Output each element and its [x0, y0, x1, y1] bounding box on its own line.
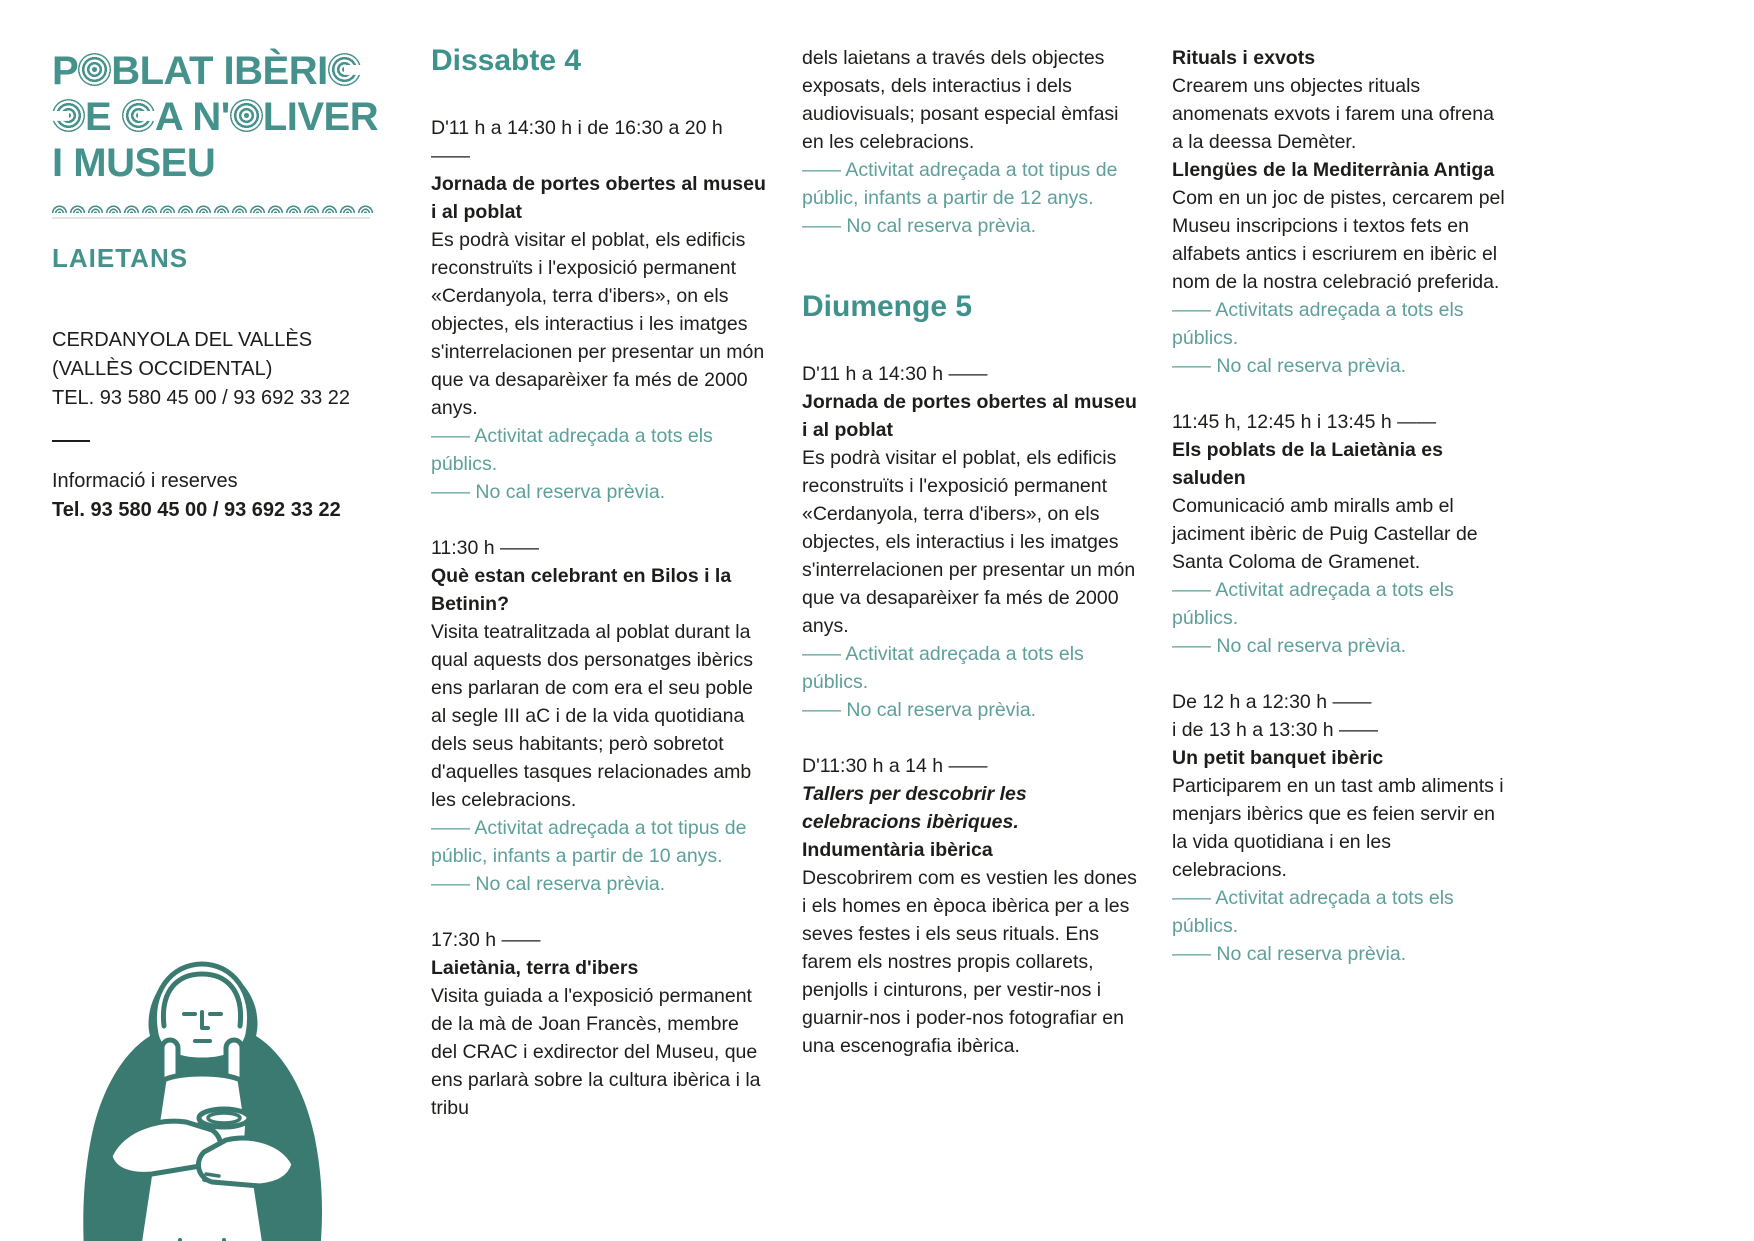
event-entry: [431, 926, 767, 1122]
spiral-letter-d-icon: [52, 99, 85, 132]
workshop-description: Crearem uns objectes rituals anomenats exvots i farem una ofrena a la deessa Demèter.: [1172, 75, 1494, 153]
arch-ornament-icon: [322, 204, 337, 213]
workshops-column: [1172, 44, 1506, 996]
arch-ornament-icon: [358, 204, 373, 213]
event-note: —— No cal reserva prèvia.: [431, 481, 666, 503]
event-description: Descobrirem com es vestien les dones i els homes en època ibèrica per a les seves festes i els seus rituals. Ens farem els nostres propis collarets, penjolls i cinturons, per vestir-nos i guarnir-nos i poder-nos fotografiar en una escenografia ibèrica.: [802, 867, 1137, 1057]
event-title: Indumentària ibèrica: [802, 839, 993, 861]
brand-panel: [52, 44, 382, 525]
event-note: —— No cal reserva prèvia.: [431, 873, 666, 895]
event-note: —— No cal reserva prèvia.: [802, 699, 1037, 721]
logo-title-line: P BLAT IBÈRI: [52, 48, 382, 94]
event-time: 17:30 h ——: [431, 929, 541, 951]
day-heading-sunday: Diumenge 5: [802, 290, 973, 323]
event-title: Un petit banquet ibèric: [1172, 747, 1384, 769]
event-title: Jornada de portes obertes al museu i al poblat: [431, 173, 766, 223]
arch-ornament-icon: [250, 204, 265, 213]
spiral-letter-c-icon: [328, 53, 361, 86]
event-note: —— No cal reserva prèvia.: [802, 215, 1037, 237]
event-entry: [802, 752, 1138, 1060]
workshop-title: Rituals i exvots: [1172, 47, 1316, 69]
event-note: —— Activitat adreçada a tots els públics.: [431, 425, 713, 475]
event-note: —— Activitat adreçada a tots els públics.: [1172, 887, 1454, 937]
arch-ornament-icon: [124, 204, 139, 213]
event-note: —— Activitats adreçada a tots els públics.: [1172, 299, 1464, 349]
event-entry: [1172, 408, 1506, 660]
decorative-arches: [52, 204, 370, 219]
tagline: LAIETANS: [52, 243, 189, 273]
event-entry: [431, 114, 767, 506]
workshop-description: Com en un joc de pistes, cercarem pel Museu inscripcions i textos fets en alfabets antics i escriurem en ibèric el nom de la nostra celebració preferida.: [1172, 187, 1505, 293]
museum-logo-title: [52, 48, 382, 186]
spiral-letter-o-icon: [230, 99, 263, 132]
address-line: CERDANYOLA DEL VALLÈS: [52, 329, 313, 351]
info-reserves-phone: Tel. 93 580 45 00 / 93 692 33 22: [52, 499, 341, 521]
event-note: —— Activitat adreçada a tot tipus de públic, infants a partir de 12 anys.: [802, 159, 1118, 209]
event-time: i de 13 h a 13:30 h ——: [1172, 719, 1378, 741]
sunday-column: [802, 44, 1138, 1088]
event-time: D'11:30 h a 14 h ——: [802, 755, 988, 777]
spiral-letter-o-icon: [78, 53, 111, 86]
event-note: —— No cal reserva prèvia.: [1172, 943, 1407, 965]
event-note: —— No cal reserva prèvia.: [1172, 635, 1407, 657]
event-entry: [802, 360, 1138, 724]
event-title-italic: Tallers per descobrir les celebracions ibèriques.: [802, 783, 1027, 833]
saturday-column: [431, 44, 767, 1150]
arch-ornament-icon: [106, 204, 121, 213]
event-description: Participarem en un tast amb aliments i menjars ibèrics que es feien servir en la vida quotidiana i en les celebracions.: [1172, 775, 1504, 881]
arch-ornament-icon: [286, 204, 301, 213]
event-note: —— No cal reserva prèvia.: [1172, 355, 1407, 377]
address-line: (VALLÈS OCCIDENTAL): [52, 358, 273, 380]
arch-ornament-icon: [214, 204, 229, 213]
event-time: D'11 h a 14:30 h ——: [802, 363, 988, 385]
event-time: De 12 h a 12:30 h ——: [1172, 691, 1372, 713]
divider-dash: [52, 440, 90, 442]
arch-ornament-icon: [232, 204, 247, 213]
event-description-continued: dels laietans a través dels objectes exposats, dels interactius i dels audiovisuals; posant especial èmfasi en les celebracions.: [802, 47, 1119, 153]
event-time: 11:30 h ——: [431, 537, 540, 559]
event-time: D'11 h a 14:30 h i de 16:30 a 20 h ——: [431, 117, 723, 167]
workshop-sections: [1172, 44, 1506, 380]
iberian-woman-illustration: [74, 922, 332, 1241]
event-title: Laietània, terra d'ibers: [431, 957, 639, 979]
arch-ornament-icon: [142, 204, 157, 213]
event-time: 11:45 h, 12:45 h i 13:45 h ——: [1172, 411, 1437, 433]
event-entry: [431, 534, 767, 898]
event-title: Jornada de portes obertes al museu i al poblat: [802, 391, 1137, 441]
arch-ornament-icon: [70, 204, 85, 213]
event-description: Es podrà visitar el poblat, els edificis reconstruïts i l'exposició permanent «Cerdanyola, terra d'ibers», on els objectes, els interactius i les imatges s'interrelacionen per presentar un món que va desaparèixer fa més de 2000 anys.: [802, 447, 1136, 637]
logo-title-line: I MUSEU: [52, 141, 216, 185]
event-note: —— Activitat adreçada a tots els públics.: [802, 643, 1084, 693]
day-heading-saturday: Dissabte 4: [431, 44, 582, 77]
event-title: Què estan celebrant en Bilos i la Betinin?: [431, 565, 732, 615]
event-entry: [1172, 688, 1506, 968]
event-note: —— Activitat adreçada a tots els públics.: [1172, 579, 1454, 629]
spiral-letter-c-icon: [122, 99, 155, 132]
event-note: —— Activitat adreçada a tot tipus de públic, infants a partir de 10 anys.: [431, 817, 747, 867]
arch-ornament-icon: [160, 204, 175, 213]
info-reserves-label: Informació i reserves: [52, 470, 238, 492]
arch-ornament-icon: [340, 204, 355, 213]
arch-ornament-icon: [52, 204, 67, 213]
event-continuation: [802, 44, 1138, 240]
arch-ornament-icon: [196, 204, 211, 213]
event-description: Es podrà visitar el poblat, els edificis reconstruïts i l'exposició permanent «Cerdanyola, terra d'ibers», on els objectes, els interactius i les imatges s'interrelacionen per presentar un món que va desaparèixer fa més de 2000 anys.: [431, 229, 765, 419]
arch-ornament-icon: [88, 204, 103, 213]
arch-ornament-icon: [304, 204, 319, 213]
arch-ornament-icon: [178, 204, 193, 213]
address-phone: TEL. 93 580 45 00 / 93 692 33 22: [52, 387, 351, 409]
event-description: Visita teatralitzada al poblat durant la qual aquests dos personatges ibèrics ens parlaran de com era el seu poble al segle III aC i de la vida quotidiana dels seus habitants; però sobretot d'aquelles tasques relacionades amb les celebracions.: [431, 621, 753, 811]
event-title: Els poblats de la Laietània es saluden: [1172, 439, 1443, 489]
logo-title-line: E A N' LIVER: [52, 94, 382, 140]
address-block: [52, 326, 382, 413]
workshop-title: Llengües de la Mediterrània Antiga: [1172, 159, 1495, 181]
event-description: Visita guiada a l'exposició permanent de la mà de Joan Francès, membre del CRAC i exdirector del Museu, que ens parlarà sobre la cultura ibèrica i la tribu: [431, 985, 761, 1119]
arch-ornament-icon: [268, 204, 283, 213]
event-description: Comunicació amb miralls amb el jaciment ibèric de Puig Castellar de Santa Coloma de Gramenet.: [1172, 495, 1478, 573]
